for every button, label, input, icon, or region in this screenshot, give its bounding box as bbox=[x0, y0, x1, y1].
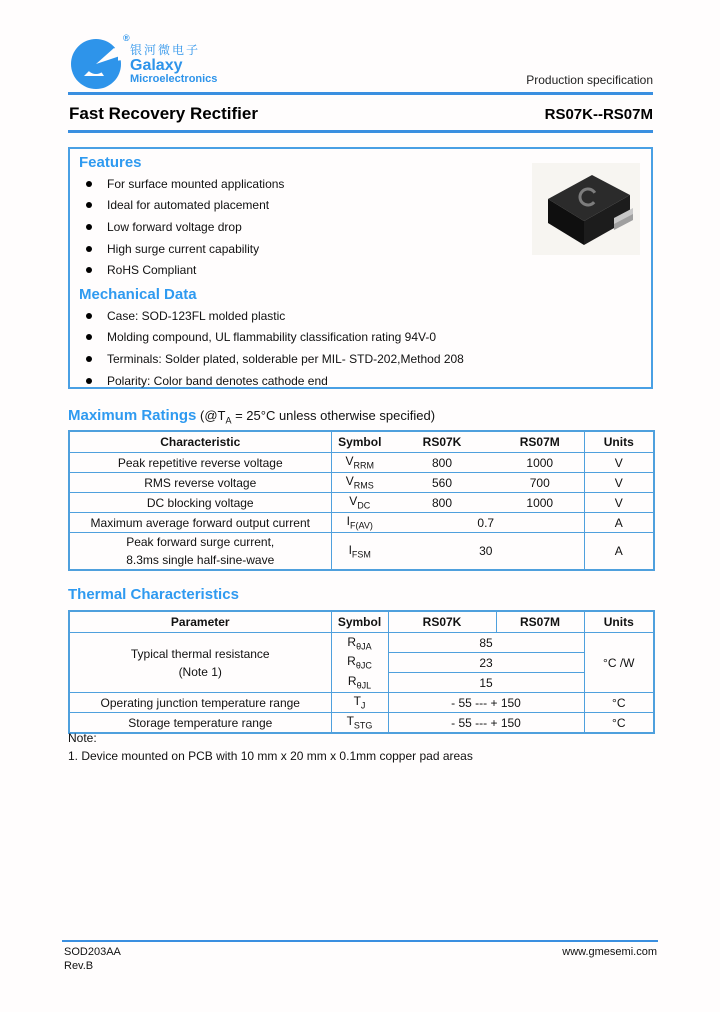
table-row bbox=[69, 713, 654, 734]
cell-units: V bbox=[584, 453, 654, 473]
registered-trademark: ® bbox=[123, 33, 130, 43]
list-item bbox=[70, 216, 651, 238]
bullet-icon bbox=[86, 378, 92, 384]
mechanical-text: Molding compound, UL flammability classification rating 94V-0 bbox=[107, 330, 437, 345]
cell-value-merged: 0.7 bbox=[388, 513, 584, 533]
mechanical-data-heading: Mechanical Data bbox=[79, 285, 197, 303]
col-header-units: Units bbox=[584, 611, 654, 633]
cell-symbol: $R_{\theta JL}$ bbox=[331, 673, 388, 693]
bullet-icon bbox=[86, 202, 92, 208]
features-box bbox=[68, 147, 653, 389]
max-ratings-table bbox=[68, 430, 655, 571]
cell-symbol: $V_{RMS}$ bbox=[331, 473, 388, 493]
part-number: RS07K--RS07M bbox=[544, 106, 653, 123]
production-spec-label: Production specification bbox=[526, 73, 653, 87]
max-ratings-condition: ($@T_A = 25^\circ C$ unless otherwise specified) bbox=[199, 408, 436, 426]
table-row bbox=[69, 633, 654, 653]
cell-characteristic: Peak forward surge current, 8.3ms single half-sine-wave bbox=[69, 533, 331, 571]
table-row bbox=[69, 453, 654, 473]
col-header-rs07m: RS07M bbox=[496, 611, 584, 633]
mechanical-text: Polarity: Color band denotes cathode end bbox=[107, 373, 328, 388]
cell-characteristic: Maximum average forward output current bbox=[69, 513, 331, 533]
col-header-rs07k: RS07K bbox=[388, 611, 496, 633]
cell-characteristic: RMS reverse voltage bbox=[69, 473, 331, 493]
cell-symbol: $R_{\theta JA}$ bbox=[331, 633, 388, 653]
col-header-rs07k: RS07K bbox=[388, 431, 496, 453]
cell-parameter: Operating junction temperature range bbox=[69, 693, 331, 713]
bullet-icon bbox=[86, 313, 92, 319]
list-item bbox=[70, 195, 651, 217]
cell-value-merged: 23 bbox=[388, 653, 584, 673]
mechanical-data-list bbox=[70, 305, 651, 391]
cell-units: A bbox=[584, 533, 654, 571]
bullet-icon bbox=[86, 356, 92, 362]
cell-units: °C bbox=[584, 713, 654, 734]
list-item bbox=[70, 327, 651, 349]
cell-parameter: Storage temperature range bbox=[69, 713, 331, 734]
cell-symbol: $T_J$ bbox=[331, 693, 388, 713]
list-item bbox=[70, 348, 651, 370]
note-label: Note: bbox=[68, 731, 97, 745]
col-header-symbol: Symbol bbox=[331, 431, 388, 453]
cell-rs07k: 800 bbox=[388, 493, 496, 513]
cell-symbol: $V_{RRM}$ bbox=[331, 453, 388, 473]
list-item bbox=[70, 238, 651, 260]
cell-units: V bbox=[584, 493, 654, 513]
cell-rs07m: 1000 bbox=[496, 453, 584, 473]
footer-website: www.gmesemi.com bbox=[562, 946, 657, 958]
max-ratings-heading bbox=[68, 407, 435, 426]
col-header-units: Units bbox=[584, 431, 654, 453]
cell-symbol: $I_{FSM}$ bbox=[331, 533, 388, 571]
cell-units: °C /W bbox=[584, 633, 654, 693]
cell-rs07m: 700 bbox=[496, 473, 584, 493]
col-header-symbol: Symbol bbox=[331, 611, 388, 633]
cell-rs07k: 800 bbox=[388, 453, 496, 473]
list-item bbox=[70, 173, 651, 195]
bullet-icon bbox=[86, 181, 92, 187]
cell-value-merged: - 55 --- + 150 bbox=[388, 693, 584, 713]
cell-symbol: $R_{\theta JC}$ bbox=[331, 653, 388, 673]
col-header-parameter: Parameter bbox=[69, 611, 331, 633]
features-heading: Features bbox=[79, 154, 142, 171]
list-item bbox=[70, 305, 651, 327]
cell-parameter: Typical thermal resistance (Note 1) bbox=[69, 633, 331, 693]
feature-text: Low forward voltage drop bbox=[107, 219, 242, 234]
cell-units: A bbox=[584, 513, 654, 533]
cell-symbol: $T_{STG}$ bbox=[331, 713, 388, 734]
table-row bbox=[69, 533, 654, 571]
footer-divider bbox=[62, 940, 658, 942]
cell-units: °C bbox=[584, 693, 654, 713]
cell-value-merged: 30 bbox=[388, 533, 584, 571]
bullet-icon bbox=[86, 246, 92, 252]
cell-characteristic: DC blocking voltage bbox=[69, 493, 331, 513]
footer-doc-code: SOD203AA bbox=[64, 946, 121, 958]
col-header-characteristic: Characteristic bbox=[69, 431, 331, 453]
table-row bbox=[69, 473, 654, 493]
table-row bbox=[69, 693, 654, 713]
max-ratings-title: Maximum Ratings bbox=[68, 407, 197, 424]
mechanical-text: Terminals: Solder plated, solderable per MIL- STD-202,Method 208 bbox=[107, 351, 464, 366]
footer-revision: Rev.B bbox=[64, 960, 94, 972]
bullet-icon bbox=[86, 334, 92, 340]
features-list bbox=[70, 173, 651, 281]
mechanical-text: Case: SOD-123FL molded plastic bbox=[107, 308, 286, 323]
header-divider bbox=[68, 92, 653, 95]
table-row bbox=[69, 493, 654, 513]
table-header-row bbox=[69, 611, 654, 633]
feature-text: High surge current capability bbox=[107, 241, 260, 256]
brand-name-cn: 银河微电子 bbox=[130, 43, 201, 57]
cell-characteristic: Peak repetitive reverse voltage bbox=[69, 453, 331, 473]
cell-value-merged: - 55 --- + 150 bbox=[388, 713, 584, 734]
cell-symbol: $I_{F(AV)}$ bbox=[331, 513, 388, 533]
brand-name-en: Galaxy bbox=[130, 56, 183, 74]
table-header-row bbox=[69, 431, 654, 453]
list-item bbox=[70, 259, 651, 281]
feature-text: For surface mounted applications bbox=[107, 176, 285, 191]
table-row bbox=[69, 513, 654, 533]
list-item bbox=[70, 370, 651, 392]
bullet-icon bbox=[86, 224, 92, 230]
cell-symbol: $V_{DC}$ bbox=[331, 493, 388, 513]
note-item: 1. Device mounted on PCB with 10 mm x 20 mm x 0.1mm copper pad areas bbox=[68, 749, 473, 763]
thermal-table bbox=[68, 610, 655, 734]
col-header-rs07m: RS07M bbox=[496, 431, 584, 453]
cell-value-merged: 15 bbox=[388, 673, 584, 693]
galaxy-logo-icon bbox=[70, 38, 122, 90]
feature-text: RoHS Compliant bbox=[107, 263, 197, 278]
page-title: Fast Recovery Rectifier bbox=[69, 104, 258, 123]
cell-rs07k: 560 bbox=[388, 473, 496, 493]
cell-units: V bbox=[584, 473, 654, 493]
thermal-heading: Thermal Characteristics bbox=[68, 586, 239, 603]
feature-text: Ideal for automated placement bbox=[107, 198, 270, 213]
title-divider bbox=[68, 130, 653, 133]
brand-name-sub: Microelectronics bbox=[130, 73, 218, 86]
cell-value-merged: 85 bbox=[388, 633, 584, 653]
bullet-icon bbox=[86, 267, 92, 273]
cell-rs07m: 1000 bbox=[496, 493, 584, 513]
brand-text bbox=[130, 44, 217, 86]
